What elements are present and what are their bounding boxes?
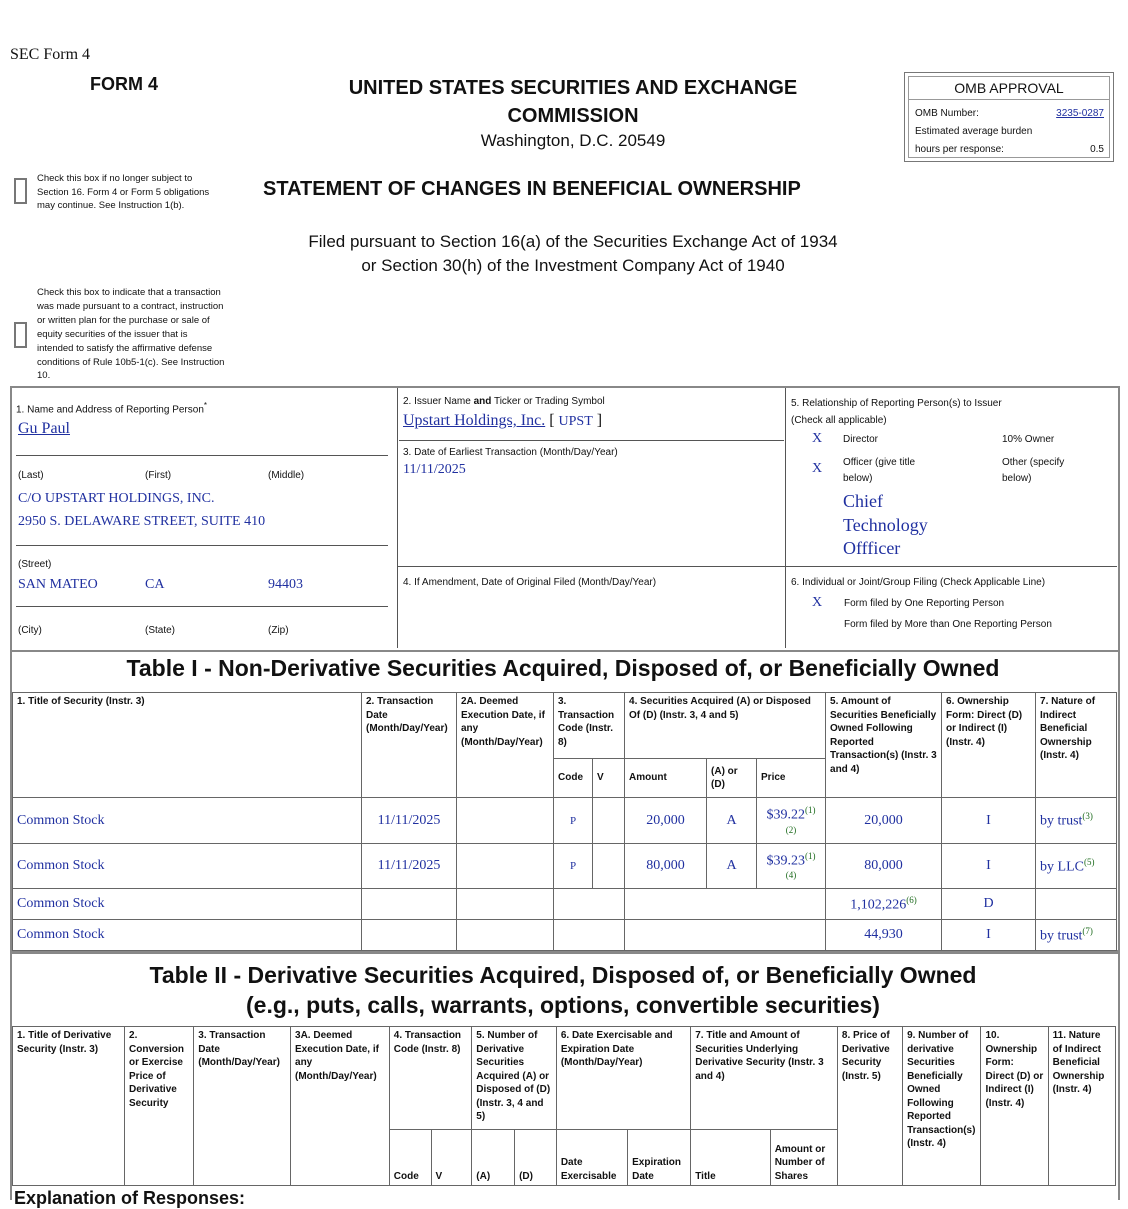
statement-title: STATEMENT OF CHANGES IN BENEFICIAL OWNERSHIP xyxy=(263,178,801,200)
reporting-person-name[interactable]: Gu Paul xyxy=(18,420,70,437)
last-label: (Last) xyxy=(18,470,44,481)
t1-sub-amount: Amount xyxy=(625,759,707,798)
table1 xyxy=(12,692,1117,951)
amount-owned: 80,000 xyxy=(826,844,942,889)
table2-title: Table II - Derivative Securities Acquired, Disposed of, or Beneficially Owned (e.g., puts, calls, warrants, options, convertible securities) xyxy=(149,962,977,1018)
box3-label: 3. Date of Earliest Transaction (Month/Day/Year) xyxy=(403,447,618,458)
amount xyxy=(625,920,826,951)
t2-sub-v: V xyxy=(431,1130,472,1186)
v-flag xyxy=(593,844,625,889)
issuer-name-link[interactable]: Upstart Holdings, Inc. xyxy=(403,412,546,429)
t2-sub-expiration: Expiration Date xyxy=(628,1130,691,1186)
address-line2: 2950 S. DELAWARE STREET, SUITE 410 xyxy=(18,514,266,529)
transaction-date: 11/11/2025 xyxy=(362,798,457,844)
amount xyxy=(625,889,826,920)
transaction-code: P xyxy=(554,798,593,844)
omb-number-link[interactable]: 3235-0287 xyxy=(1056,108,1104,119)
security-title: Common Stock xyxy=(13,798,362,844)
one-person-label: Form filed by One Reporting Person xyxy=(844,598,1005,609)
transaction-date xyxy=(362,920,457,951)
address-line1: C/O UPSTART HOLDINGS, INC. xyxy=(18,491,215,506)
other-label: Other (specify below) xyxy=(1002,457,1065,484)
omb-approval-box xyxy=(904,72,1114,162)
security-title: Common Stock xyxy=(13,920,362,951)
t1-header-ownership-form: 6. Ownership Form: Direct (D) or Indirect (I) (Instr. 4) xyxy=(942,693,1036,798)
officer-mark[interactable]: X xyxy=(812,461,823,476)
t2-sub-amount: Amount or Number of Shares xyxy=(770,1130,837,1186)
ticker-symbol: UPST xyxy=(558,414,593,429)
t1-header-securities: 4. Securities Acquired (A) or Disposed Of (D) (Instr. 3, 4 and 5) xyxy=(625,693,826,759)
state-label: (State) xyxy=(145,625,176,636)
transaction-code xyxy=(554,889,625,920)
t2-sub-code: Code xyxy=(389,1130,431,1186)
section16-checkbox[interactable] xyxy=(14,178,27,204)
table-row xyxy=(13,844,1117,889)
director-mark[interactable]: X xyxy=(812,431,823,446)
t2-sub-d: (D) xyxy=(515,1130,557,1186)
price: $39.23$^{(1)}$ (4) xyxy=(757,844,826,889)
deemed-date xyxy=(457,889,554,920)
earliest-transaction-date: 11/11/2025 xyxy=(403,462,466,477)
t1-header-date: 2. Transaction Date (Month/Day/Year) xyxy=(362,693,457,798)
t1-header-nature: 7. Nature of Indirect Beneficial Ownership (Instr. 4) xyxy=(1036,693,1117,798)
t1-header-code: 3. Transaction Code (Instr. 8) xyxy=(554,693,625,759)
middle-label: (Middle) xyxy=(268,470,305,481)
t2-sub-title: Title xyxy=(691,1130,770,1186)
officer-title: Chief Technology Offficer xyxy=(843,491,928,558)
doc-label: SEC Form 4 xyxy=(10,46,91,63)
multiple-persons-label: Form filed by More than One Reporting Person xyxy=(844,619,1052,630)
t2-header-nature: 11. Nature of Indirect Beneficial Ownership (Instr. 4) xyxy=(1048,1027,1115,1186)
section16-text: Check this box if no longer subject to Section 16. Form 4 or Form 5 obligations may continue. See Instruction 1(b). xyxy=(37,173,210,211)
box5-label: 5. Relationship of Reporting Person(s) to Issuer (Check all applicable) xyxy=(791,398,1002,426)
t2-header-deemed: 3A. Deemed Execution Date, if any (Month/Day/Year) xyxy=(291,1027,390,1186)
t2-header-title: 1. Title of Derivative Security (Instr. 3) xyxy=(13,1027,125,1186)
t1-sub-v: V xyxy=(593,759,625,798)
t1-sub-a-or-d: (A) or (D) xyxy=(707,759,757,798)
nature: by trust$^{(3)}$ xyxy=(1036,798,1117,844)
box1-label: 1. Name and Address of Reporting Person* xyxy=(16,401,208,416)
omb-burden-label: Estimated average burden xyxy=(915,126,1033,137)
box6-label: 6. Individual or Joint/Group Filing (Check Applicable Line) xyxy=(791,577,1046,588)
omb-hours-value: 0.5 xyxy=(1090,144,1104,155)
transaction-date: 11/11/2025 xyxy=(362,844,457,889)
officer-label: Officer (give title below) xyxy=(843,457,916,484)
ten-percent-owner-label: 10% Owner xyxy=(1002,434,1055,445)
transaction-code xyxy=(554,920,625,951)
explanation-heading: Explanation of Responses: xyxy=(14,1188,246,1208)
city-value: SAN MATEO xyxy=(18,577,98,592)
acquired-disposed: A xyxy=(707,844,757,889)
nature: by trust$^{(7)}$ xyxy=(1036,920,1117,951)
t2-header-number: 5. Number of Derivative Securities Acquired (A) or Disposed of (D) (Instr. 3, 4 and 5) xyxy=(472,1027,557,1130)
acquired-disposed: A xyxy=(707,798,757,844)
first-label: (First) xyxy=(145,470,172,481)
form-title: FORM 4 xyxy=(90,74,159,94)
street-label: (Street) xyxy=(18,559,52,570)
box4-label: 4. If Amendment, Date of Original Filed (Month/Day/Year) xyxy=(403,577,657,588)
t2-header-price: 8. Price of Derivative Security (Instr. 5) xyxy=(837,1027,902,1186)
director-label: Director xyxy=(843,434,879,445)
t2-header-date: 3. Transaction Date (Month/Day/Year) xyxy=(194,1027,291,1186)
t2-header-owned: 9. Number of derivative Securities Beneficially Owned Following Reported Transaction(s) (Instr. 4) xyxy=(903,1027,981,1186)
table1-title: Table I - Non-Derivative Securities Acquired, Disposed of, or Beneficially Owned xyxy=(126,655,1000,681)
transaction-code: P xyxy=(554,844,593,889)
t1-sub-code: Code xyxy=(554,759,593,798)
security-title: Common Stock xyxy=(13,889,362,920)
t2-header-exercisable: 6. Date Exercisable and Expiration Date (Month/Day/Year) xyxy=(556,1027,690,1130)
filed-pursuant-text: Filed pursuant to Section 16(a) of the Securities Exchange Act of 1934 or Section 30(h) of the Investment Company Act of 1940 xyxy=(308,232,838,275)
t2-header-underlying: 7. Title and Amount of Securities Underlying Derivative Security (Instr. 3 and 4) xyxy=(691,1027,838,1130)
t2-header-conversion: 2. Conversion or Exercise Price of Derivative Security xyxy=(125,1027,194,1186)
box2-label: 2. Issuer Name and Ticker or Trading Symbol xyxy=(403,396,605,407)
table-row xyxy=(13,798,1117,844)
deemed-date xyxy=(457,798,554,844)
amount-owned: 20,000 xyxy=(826,798,942,844)
ownership-form: I xyxy=(942,798,1036,844)
agency-location: Washington, D.C. 20549 xyxy=(480,131,666,150)
omb-hours-label: hours per response: xyxy=(915,144,1004,155)
deemed-date xyxy=(457,920,554,951)
table-row xyxy=(13,920,1117,951)
ownership-form: I xyxy=(942,844,1036,889)
table2 xyxy=(12,1026,1116,1186)
amount-owned: 1,102,226$^{(6)}$ xyxy=(826,889,942,920)
nature: by LLC$^{(5)}$ xyxy=(1036,844,1117,889)
zip-value: 94403 xyxy=(268,577,303,592)
v-flag xyxy=(593,798,625,844)
deemed-date xyxy=(457,844,554,889)
t2-header-code: 4. Transaction Code (Instr. 8) xyxy=(389,1027,472,1130)
nature xyxy=(1036,889,1117,920)
table-row xyxy=(13,889,1117,920)
city-label: (City) xyxy=(18,625,42,636)
state-value: CA xyxy=(145,577,165,592)
price: $39.22$^{(1)}$ (2) xyxy=(757,798,826,844)
omb-number-label: OMB Number: xyxy=(915,108,979,119)
amount: 20,000 xyxy=(625,798,707,844)
t2-sub-a: (A) xyxy=(472,1130,515,1186)
omb-title: OMB APPROVAL xyxy=(909,77,1109,100)
t1-header-amount-owned: 5. Amount of Securities Beneficially Owned Following Reported Transaction(s) (Instr. 3 and 4) xyxy=(826,693,942,798)
security-title: Common Stock xyxy=(13,844,362,889)
amount: 80,000 xyxy=(625,844,707,889)
agency-name: UNITED STATES SECURITIES AND EXCHANGE COMMISSION xyxy=(348,77,798,127)
t2-sub-date-exercisable: Date Exercisable xyxy=(556,1130,627,1186)
t1-header-deemed: 2A. Deemed Execution Date, if any (Month/Day/Year) xyxy=(457,693,554,798)
issuer-line: Upstart Holdings, Inc. [ UPST ] xyxy=(403,412,603,429)
t2-header-form: 10. Ownership Form: Direct (D) or Indirect (I) (Instr. 4) xyxy=(981,1027,1048,1186)
t1-header-title: 1. Title of Security (Instr. 3) xyxy=(13,693,362,798)
zip-label: (Zip) xyxy=(268,625,289,636)
t1-sub-price: Price xyxy=(757,759,826,798)
rule-10b5-checkbox[interactable] xyxy=(14,322,27,348)
one-person-mark[interactable]: X xyxy=(812,595,823,610)
ownership-form: I xyxy=(942,920,1036,951)
transaction-date xyxy=(362,889,457,920)
ownership-form: D xyxy=(942,889,1036,920)
rule-10b5-text: Check this box to indicate that a transaction was made pursuant to a contract, instruction or written plan for the purchase or sale of equity securities of the issuer that is intended to satisfy the affirmative defense conditions of Rule 10b5-1(c). See Instruction 10. xyxy=(37,287,225,382)
amount-owned: 44,930 xyxy=(826,920,942,951)
